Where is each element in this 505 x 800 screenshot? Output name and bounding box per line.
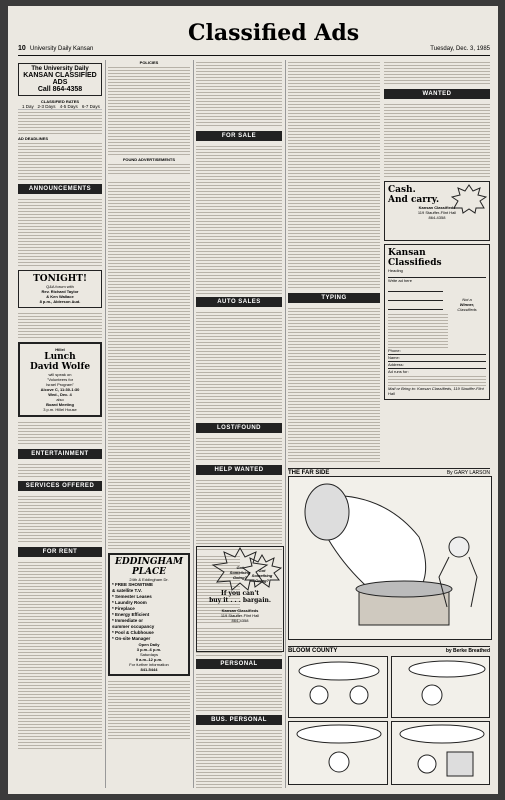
hillel-speaker: David Wolfe xyxy=(29,362,91,372)
eddingham-hours1: 3 p.m.-6 p.m. xyxy=(136,647,162,652)
cash-ad xyxy=(384,181,490,241)
eddingham-address: 24th & Eddingham Dr. xyxy=(129,577,169,582)
found-ads-text xyxy=(108,162,190,174)
eddingham-ad xyxy=(108,553,190,676)
eddingham-phone: 841-5444 xyxy=(140,667,158,672)
lost-found-header: LOST/FOUND xyxy=(196,423,282,433)
column-5-listings xyxy=(384,60,490,86)
col-divider-2 xyxy=(193,60,194,788)
bloom-byline: by Berke Breathed xyxy=(445,648,490,654)
got-big-line3: Going? xyxy=(233,575,247,580)
help-wanted-header: HELP WANTED xyxy=(196,465,282,475)
got-tag2: buy it . . . bargain. xyxy=(209,597,271,604)
form-title2: Classifieds xyxy=(388,258,442,268)
far-side-title: THE FAR SIDE xyxy=(288,470,330,476)
tonight-head: TONIGHT! xyxy=(33,274,87,284)
policies-text xyxy=(108,65,190,157)
eddingham-feature-7: * Immediate or xyxy=(112,618,144,623)
bloom-panel-1 xyxy=(288,656,388,718)
got-line1: Got xyxy=(258,568,266,573)
got-line2: Something xyxy=(251,573,273,578)
rates-col-2: 2-3 Days xyxy=(35,104,57,110)
classified-masthead xyxy=(18,63,102,96)
announcements-header: ANNOUNCEMENTS xyxy=(18,184,102,194)
masthead-line1: The University Daily xyxy=(31,66,89,72)
got-line3: Going? xyxy=(255,578,269,583)
form-ad-line-3[interactable] xyxy=(388,301,443,310)
got-big-line2: Something xyxy=(229,570,251,575)
personal-text xyxy=(196,672,282,712)
winner-line2: Winner, xyxy=(459,302,475,307)
form-name-label: Name: xyxy=(388,355,400,360)
far-side-comic xyxy=(288,468,490,644)
policies-heading: POLICIES xyxy=(139,60,159,65)
form-rate-grid xyxy=(388,374,486,386)
bloom-panel-4 xyxy=(391,721,491,785)
eddingham-saturdays: Saturdays xyxy=(139,652,158,657)
masthead-phone: Call 864-4358 xyxy=(37,86,83,93)
gramophone-drawing xyxy=(288,476,492,640)
announcements-text-2 xyxy=(18,311,102,339)
eddingham-feature-6: * Energy Efficient xyxy=(112,612,150,617)
tonight-ad xyxy=(18,270,102,308)
eddingham-hours2: 9 a.m.-12 p.m. xyxy=(135,657,163,662)
eddingham-open: Open Daily xyxy=(138,642,160,647)
cash-phone: 864-4358 xyxy=(428,215,446,220)
eddingham-feature-9: * Pool & Clubhouse xyxy=(112,630,154,635)
auto-sales-text xyxy=(196,310,282,420)
form-write-label: Write ad here xyxy=(388,278,412,283)
page-header xyxy=(18,12,490,56)
section-title: Classified Ads xyxy=(188,20,360,46)
eddingham-feature-10: * On-site Manager xyxy=(112,636,151,641)
form-address-label: Address: xyxy=(388,362,404,367)
header-rule xyxy=(18,55,490,56)
for-rent-text xyxy=(18,560,102,750)
far-side-byline: By GARY LARSON xyxy=(446,470,490,476)
for-sale-header: FOR SALE xyxy=(196,131,282,141)
for-rent-header: FOR RENT xyxy=(18,547,102,557)
eddingham-feature-1: * FREE SHOWTIME xyxy=(112,582,154,587)
bus-personal-text xyxy=(196,728,282,788)
tonight-line4: 8 p.m., Alderson Aud. xyxy=(39,299,81,304)
ad-deadlines-heading: AD DEADLINES xyxy=(18,136,49,141)
column-3-listings xyxy=(196,60,282,128)
typing-text xyxy=(288,306,380,464)
services-header: SERVICES OFFERED xyxy=(18,481,102,491)
eddingham-feature-2: & satellite T.V. xyxy=(112,588,142,593)
rates-col-4: 6-7 Days xyxy=(80,104,102,110)
cash-address: 119 Stauffer-Flint Hall xyxy=(417,210,457,215)
hillel-ad xyxy=(18,342,102,417)
form-ad-runs-label: Ad runs for: xyxy=(388,369,409,374)
column-4-listings xyxy=(288,60,380,290)
tonight-line1: Q&A forum with xyxy=(46,284,74,289)
classified-form xyxy=(384,244,490,400)
hillel-day: Wed., Dec. 4 xyxy=(48,392,72,397)
form-phone-label: Phone: xyxy=(388,348,401,353)
issue-date: Tuesday, Dec. 3, 1985 xyxy=(430,46,490,52)
masthead-line2: KANSAN CLASSIFIED ADS xyxy=(23,72,97,86)
eddingham-feature-8: summer occupancy xyxy=(112,624,155,629)
typing-header: TYPING xyxy=(288,293,380,303)
paper-name: University Daily Kansan xyxy=(30,46,94,52)
personal-header: PERSONAL xyxy=(196,659,282,669)
eddingham-name: EDDINGHAM xyxy=(114,557,184,567)
got-phone: 864-4358 xyxy=(231,618,249,623)
bloom-title: BLOOM COUNTY xyxy=(288,648,338,654)
eddingham-feature-4: * Laundry Room xyxy=(112,600,147,605)
eddingham-feature-3: * Semester Leases xyxy=(112,594,152,599)
hillel-line1: will speak on xyxy=(48,372,72,377)
column-3 xyxy=(196,60,282,788)
page-number: 10 xyxy=(18,45,26,52)
winner-line3: Classifieds xyxy=(457,307,477,312)
hillel-extra: also xyxy=(56,397,64,402)
got-address: 119 Stauffer-Flint Hall xyxy=(220,613,260,618)
got-office: Kansan Classifieds xyxy=(221,608,259,613)
lost-found-text xyxy=(196,436,282,462)
tonight-line3: & Ken Wallace xyxy=(46,294,74,299)
cash-head2: And carry. xyxy=(388,195,440,205)
rates-col-1: 1 Day xyxy=(21,104,34,109)
got-something-big-ad xyxy=(196,546,284,652)
hillel-board: Board Meeting xyxy=(46,402,74,407)
hillel-org: Hillel xyxy=(55,347,65,352)
ad-deadlines-text xyxy=(18,141,102,181)
col-divider-3 xyxy=(285,60,286,788)
bloom-county-comic xyxy=(288,646,490,788)
form-ad-lines[interactable] xyxy=(388,312,448,348)
col-divider-1 xyxy=(105,60,106,788)
got-tag: If you can't xyxy=(221,590,259,597)
wanted-header: WANTED xyxy=(384,89,490,99)
announcements-text xyxy=(18,197,102,267)
column-2-listings xyxy=(108,180,190,550)
form-heading-label: Heading xyxy=(388,268,403,273)
column-2-listings-2 xyxy=(108,679,190,739)
bus-personal-header: BUS. PERSONAL xyxy=(196,715,282,725)
bloom-panel-2 xyxy=(391,656,491,718)
entertainment-text xyxy=(18,462,102,478)
wanted-text xyxy=(384,102,490,178)
got-big-line1: Got xyxy=(236,565,244,570)
eddingham-name2: PLACE xyxy=(131,567,167,577)
form-mail-to: Mail or Bring to: Kansan Classifieds, 119 Stauffer-Flint Hall xyxy=(388,386,484,396)
hillel-line3: Israel Program" xyxy=(46,382,74,387)
winner-badge xyxy=(449,297,485,312)
column-5 xyxy=(384,60,490,464)
form-ad-line-2[interactable] xyxy=(388,292,443,301)
rates-col-3: 4-5 Days xyxy=(58,104,80,110)
bloom-panel-3 xyxy=(288,721,388,785)
hillel-line2: "Volunteers for xyxy=(46,377,74,382)
services-text xyxy=(18,494,102,544)
help-wanted-text xyxy=(196,478,282,552)
column-2 xyxy=(108,60,190,788)
winner-line1: Not a xyxy=(462,297,472,302)
newspaper-page xyxy=(8,6,498,794)
eddingham-feature-5: * Fireplace xyxy=(112,606,135,611)
rates-title: CLASSIFIED RATES xyxy=(40,99,80,104)
entertainment-header: ENTERTAINMENT xyxy=(18,449,102,459)
announcements-text-3 xyxy=(18,420,102,446)
form-title: Kansan xyxy=(388,248,426,258)
column-4 xyxy=(288,60,380,464)
tonight-line2: Rev. Richard Taylor xyxy=(41,289,79,294)
hillel-lunch: Lunch xyxy=(44,352,76,362)
rates-rows xyxy=(18,110,102,134)
auto-sales-header: AUTO SALES xyxy=(196,297,282,307)
eddingham-info: For further information xyxy=(129,662,169,667)
form-ad-line-1[interactable] xyxy=(388,283,443,292)
column-1 xyxy=(18,60,102,788)
cash-office: Kansan Classifieds xyxy=(418,205,456,210)
hillel-place: Alcove C, 11:30-1:30 xyxy=(40,387,80,392)
starburst-icon xyxy=(451,184,487,214)
found-ads-heading: FOUND ADVERTISEMENTS xyxy=(122,157,176,162)
cash-head: Cash. xyxy=(388,185,416,195)
hillel-time: 3 p.m. Hillel House xyxy=(43,407,77,412)
for-sale-text xyxy=(196,144,282,294)
